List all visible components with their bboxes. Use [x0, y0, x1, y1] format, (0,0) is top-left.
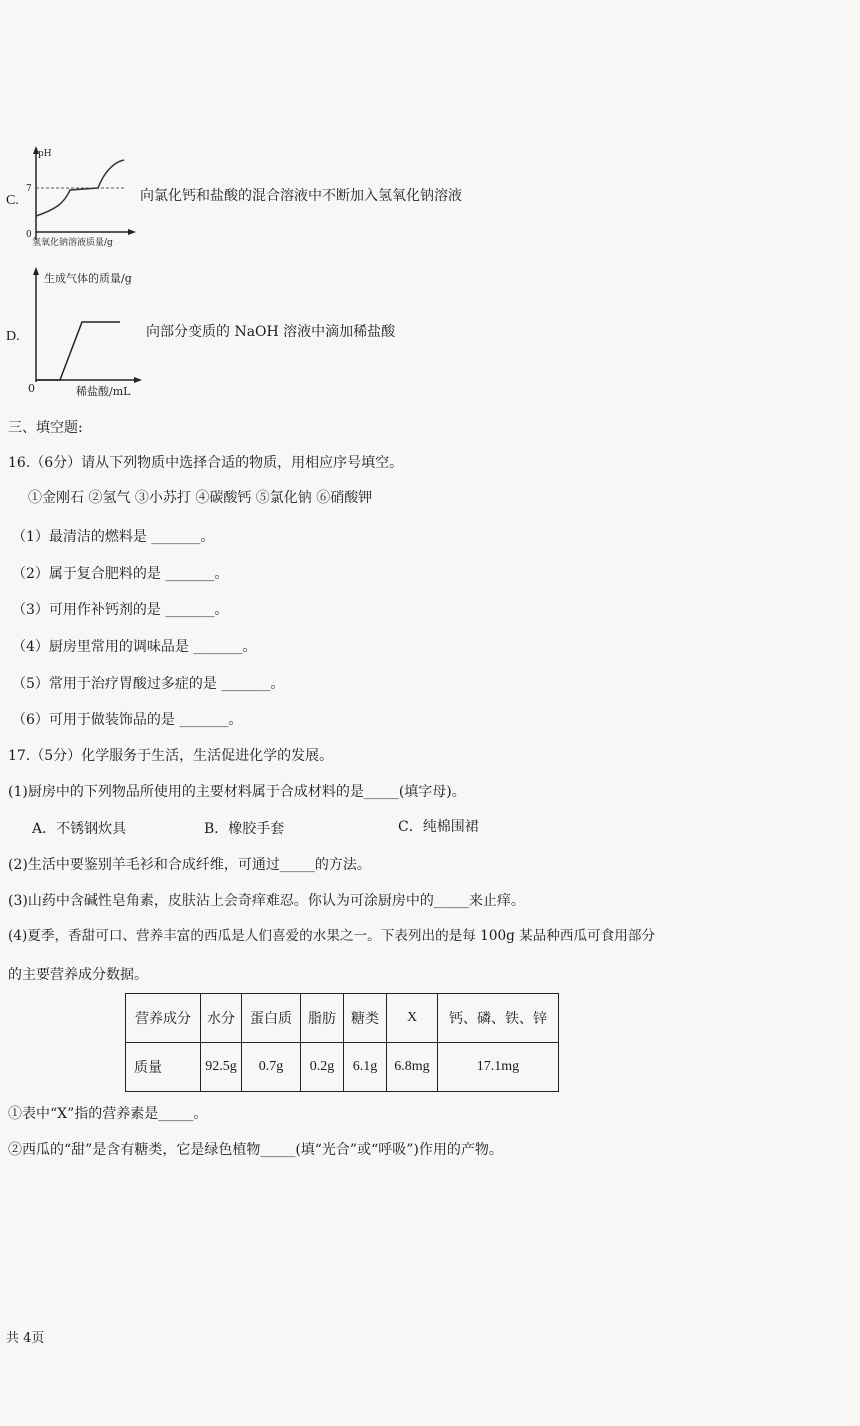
option-c-graph — [14, 144, 138, 248]
q16-stem: 16.（6分）请从下列物质中选择合适的物质，用相应序号填空。 — [8, 455, 404, 471]
d-y-axis-label: 生成气体的质量/g — [44, 272, 132, 285]
q16-item-5: （5）常用于治疗胃酸过多症的是 _______。 — [12, 676, 285, 692]
c-tick-7: 7 — [26, 184, 32, 194]
q17-part-3: (3)山药中含碱性皂角素，皮肤沾上会奇痒难忍。你认为可涂厨房中的_____来止痒。 — [8, 893, 525, 909]
table-header-cell: 脂肪 — [301, 994, 344, 1043]
table-header-row — [126, 994, 559, 1043]
table-cell: 0.7g — [242, 1043, 301, 1092]
d-y-arrow — [33, 267, 39, 275]
q17-part-4-line1: (4)夏季，香甜可口、营养丰富的西瓜是人们喜爱的水果之一。下表列出的是每 100g 某品种西瓜可食用部分 — [8, 928, 656, 944]
table-header-cell: 钙、磷、铁、锌 — [438, 994, 559, 1043]
table-cell: 92.5g — [201, 1043, 242, 1092]
d-curve — [36, 322, 120, 380]
option-d-graph — [24, 264, 154, 400]
q16-item-3: （3）可用作补钙剂的是 _______。 — [12, 602, 229, 618]
option-d-text: 向部分变质的 NaOH 溶液中滴加稀盐酸 — [146, 324, 396, 340]
option-c-label: C. — [6, 193, 19, 208]
c-origin: 0 — [26, 230, 32, 240]
q16-item-4: （4）厨房里常用的调味品是 _______。 — [12, 639, 257, 655]
q17-choice-a: A．不锈钢炊具 — [32, 821, 127, 837]
c-curve — [36, 160, 124, 216]
option-d-label: D. — [6, 329, 20, 344]
c-x-arrow — [128, 229, 136, 235]
table-header-cell: 糖类 — [344, 994, 387, 1043]
c-y-axis-label: pH — [38, 149, 52, 159]
table-header-cell: 营养成分 — [126, 994, 201, 1043]
option-c-text: 向氯化钙和盐酸的混合溶液中不断加入氢氧化钠溶液 — [140, 188, 462, 204]
table-cell: 6.1g — [344, 1043, 387, 1092]
c-x-axis-label: 氢氧化钠溶液质量/g — [32, 238, 113, 248]
d-x-arrow — [134, 377, 142, 383]
q17-stem: 17.（5分）化学服务于生活，生活促进化学的发展。 — [8, 748, 334, 764]
q16-item-2: （2）属于复合肥料的是 _______。 — [12, 566, 229, 582]
table-cell: 6.8mg — [387, 1043, 438, 1092]
q16-item-1: （1）最清洁的燃料是 _______。 — [12, 529, 215, 545]
table-cell: 质量 — [126, 1043, 201, 1092]
table-header-cell: X — [387, 994, 438, 1043]
d-x-axis-label: 稀盐酸/mL — [76, 385, 131, 398]
q17-choice-b: B．橡胶手套 — [204, 821, 285, 837]
q17-choice-c: C．纯棉围裙 — [398, 819, 479, 835]
table-header-cell: 蛋白质 — [242, 994, 301, 1043]
q17-sub-2: ②西瓜的“甜”是含有糖类，它是绿色植物_____(填“光合”或“呼吸”)作用的产物。 — [8, 1142, 503, 1158]
q16-item-6: （6）可用于做装饰品的是 _______。 — [12, 712, 243, 728]
page-count: 共 4页 — [6, 1331, 45, 1346]
q16-substances: ①金刚石 ②氢气 ③小苏打 ④碳酸钙 ⑤氯化钠 ⑥硝酸钾 — [28, 490, 373, 506]
q17-part-1: (1)厨房中的下列物品所使用的主要材料属于合成材料的是_____(填字母)。 — [8, 784, 466, 800]
section-title: 三、填空题: — [8, 420, 83, 436]
q17-part-4-line2: 的主要营养成分数据。 — [8, 967, 148, 983]
table-row — [126, 1043, 559, 1092]
table-cell: 17.1mg — [438, 1043, 559, 1092]
table-cell: 0.2g — [301, 1043, 344, 1092]
nutrition-table — [125, 993, 559, 1092]
q17-sub-1: ①表中“X”指的营养素是_____。 — [8, 1106, 208, 1122]
table-header-cell: 水分 — [201, 994, 242, 1043]
d-origin: 0 — [28, 382, 35, 395]
q17-part-2: (2)生活中要鉴别羊毛衫和合成纤维，可通过_____的方法。 — [8, 857, 371, 873]
